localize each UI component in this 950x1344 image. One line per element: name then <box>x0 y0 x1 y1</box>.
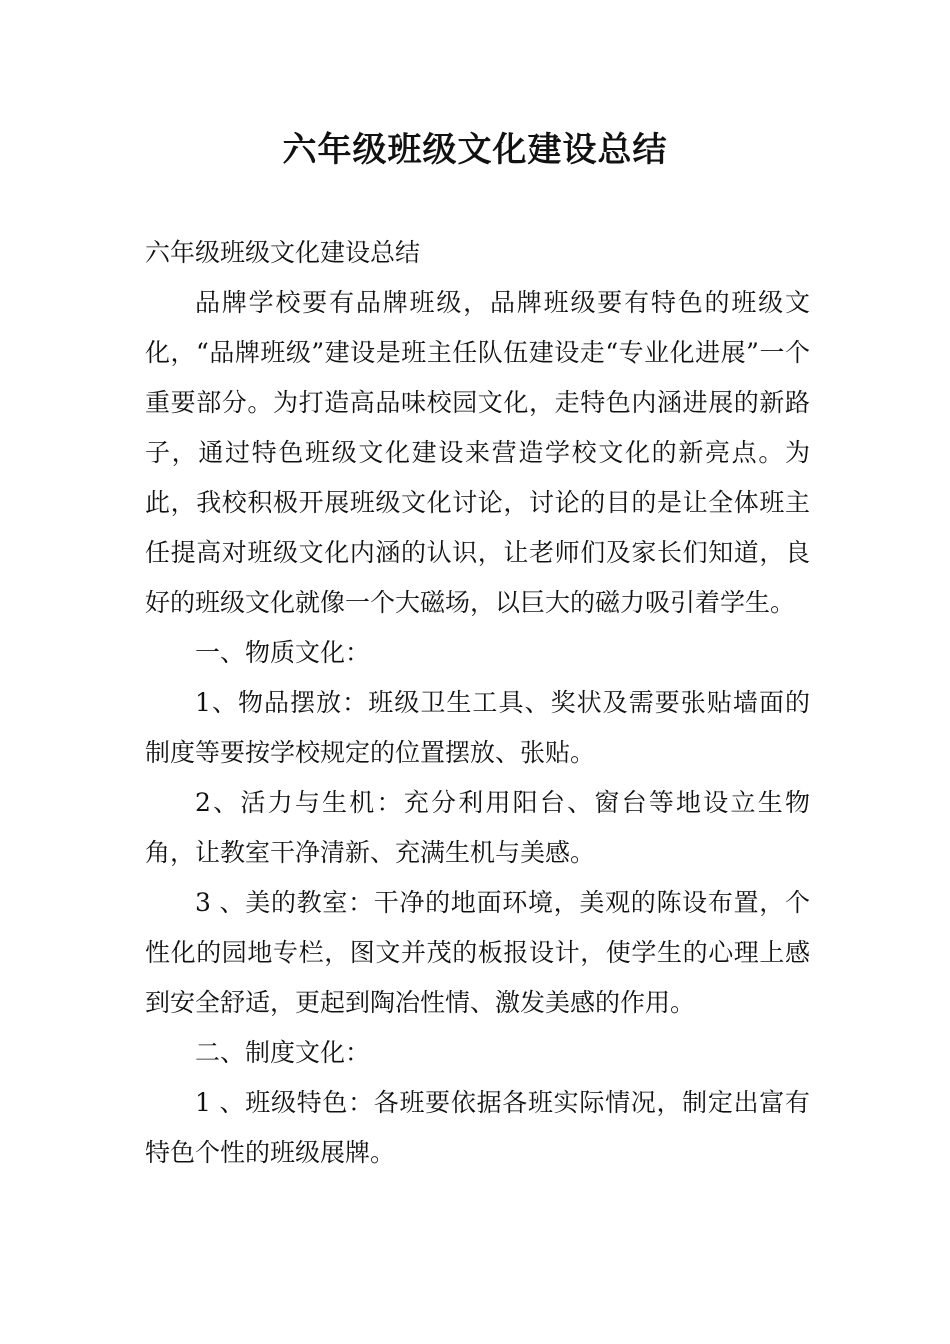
paragraph-class-features: 1 、班级特色：各班要依据各班实际情况，制定出富有特色个性的班级展牌。 <box>145 1088 810 1167</box>
paragraph-intro: 品牌学校要有品牌班级，品牌班级要有特色的班级文化，“品牌班级”建设是班主任队伍建设走“专业化进展”一个重要部分。为打造高品味校园文化，走特色内涵进展的新路子，通过特色班级文化建设来营造学校文化的新亮点。为此，我校积极开展班级文化讨论，讨论的目的是让全体班主任提高对班级文化内涵的认识，让老师们及家长们知道，良好的班级文化就像一个大磁场，以巨大的磁力吸引着学生。 <box>145 288 810 617</box>
document-title: 六年级班级文化建设总结 <box>282 130 668 170</box>
paragraph-vitality: 2、活力与生机：充分利用阳台、窗台等地设立生物角，让教室干净清新、充满生机与美感。 <box>145 788 810 867</box>
paragraph-item-placement: 1、物品摆放：班级卫生工具、奖状及需要张贴墙面的制度等要按学校规定的位置摆放、张贴。 <box>145 688 810 767</box>
section-heading-system-culture: 二、制度文化： <box>195 1038 371 1067</box>
paragraph-subtitle: 六年级班级文化建设总结 <box>145 238 421 267</box>
document-body <box>145 228 810 1178</box>
section-heading-material-culture: 一、物质文化： <box>195 638 371 667</box>
paragraph-beautiful-classroom: 3 、美的教室：干净的地面环境，美观的陈设布置，个性化的园地专栏，图文并茂的板报设计，使学生的心理上感到安全舒适，更起到陶冶性情、激发美感的作用。 <box>145 888 810 1017</box>
